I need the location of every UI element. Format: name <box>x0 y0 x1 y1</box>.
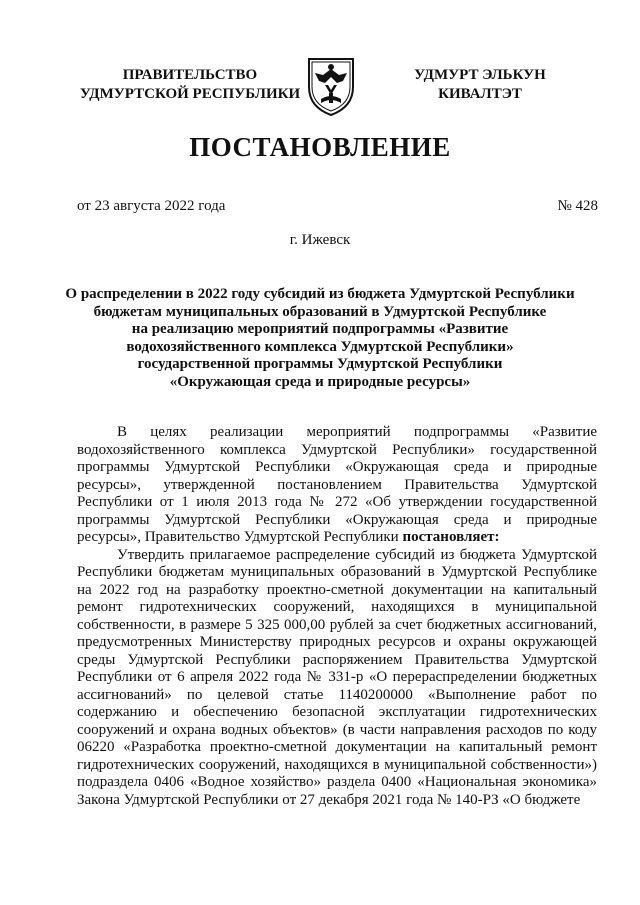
resolution-keyword: постановляет: <box>402 529 500 545</box>
issuer-right-block <box>400 66 560 104</box>
subject-line: О распределении в 2022 году субсидий из бюджета Удмуртской Республики <box>65 286 575 302</box>
udmurt-coat-of-arms-icon <box>303 53 359 117</box>
issuer-right-line2: КИВАЛТЭТ <box>438 86 522 102</box>
subject-line: на реализацию мероприятий подпрограммы «Развитие <box>131 321 509 337</box>
paragraph1-text: В целях реализации мероприятий подпрограммы «Развитие водохозяйственного комплекса Удмуртской Республики» государственной программы Удмуртской Республики «Окружающая среда и природные ресурсы», утвержденной постановлением Правительства Удмуртской Республики от 1 июля 2013 года № 272 «Об утверждении государственной программы Удмуртской Республики «Окружающая среда и природные ресурсы», Правительство Удмуртской Республики <box>77 424 597 545</box>
body-paragraph <box>77 424 597 547</box>
subject-line: «Окружающая среда и природные ресурсы» <box>169 373 471 390</box>
issuer-left-line2: УДМУРТСКОЙ РЕСПУБЛИКИ <box>79 86 301 102</box>
issuer-left-line1: ПРАВИТЕЛЬСТВО <box>122 67 258 83</box>
subject-line: водохозяйственного комплекса Удмуртской Республики» <box>126 338 514 355</box>
document-city: г. Ижевск <box>289 232 351 248</box>
body-paragraph: Утвердить прилагаемое распределение субсидий из бюджета Удмуртской Республики бюджетам муниципальных образований в Удмуртской Республике на 2022 год на разработку проектно-сметной документации на капитальный ремонт гидротехнических сооружений, находящихся в муниципальной собственности, в размере 5 325 000,00 рублей за счет бюджетных ассигнований, предусмотренных Министерству природных ресурсов и охраны окружающей среды Удмуртской Республики распоряжением Правительства Удмуртской Республики от 6 апреля 2022 года № 331-р «О перераспределении бюджетных ассигнований» по целевой статье 1140200000 «Выполнение работ по содержанию и обеспечению безопасной эксплуатации гидротехнических сооружений и охрана водных объектов» (в части направления расходов по коду 06220 «Разработка проектно-сметной документации на капитальный ремонт гидротехнических сооружений, находящихся в муниципальной собственности») подраздела 0406 «Водное хозяйство» раздела 0400 «Национальная экономика» Закона Удмуртской Республики от 27 декабря 2021 года № 140-РЗ «О бюджете <box>77 546 597 808</box>
document-date: от 23 августа 2022 года <box>77 198 226 214</box>
subject-line: бюджетам муниципальных образований в Удмуртской Республике <box>93 303 547 320</box>
issuer-right-line1: УДМУРТ ЭЛЬКУН <box>414 67 546 83</box>
document-body <box>77 424 597 809</box>
document-subject <box>60 286 580 391</box>
document-title: ПОСТАНОВЛЕНИЕ <box>189 132 451 162</box>
issuer-left-block <box>60 66 320 104</box>
subject-line: государственной программы Удмуртской Республики <box>137 356 503 372</box>
document-number: № 428 <box>557 198 598 214</box>
